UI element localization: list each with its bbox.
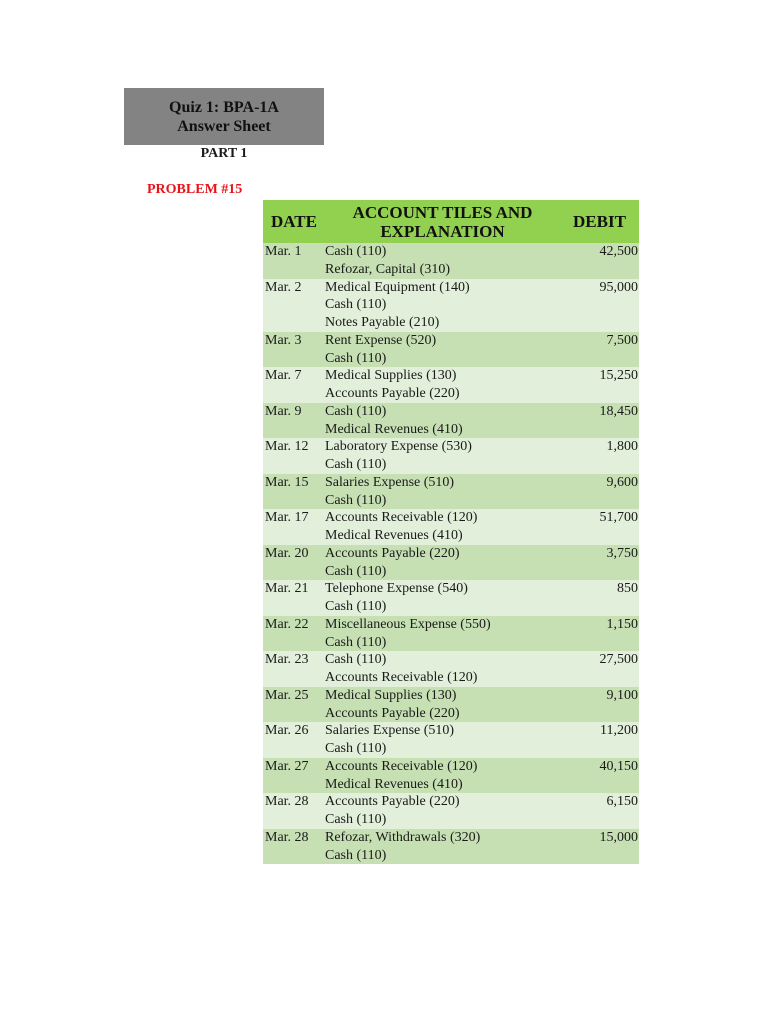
- entry-account-line: Salaries Expense (510): [325, 723, 455, 739]
- entry-account-line: Medical Revenues (410): [325, 421, 463, 437]
- entry-date: Mar. 15: [265, 474, 309, 490]
- entry-debit: 11,200: [600, 723, 638, 739]
- entry-date: Mar. 2: [265, 279, 302, 295]
- entry-date: Mar. 20: [265, 545, 309, 561]
- journal-entry-row: [263, 403, 639, 439]
- entry-accounts: [325, 545, 560, 581]
- entry-account-line: Medical Revenues (410): [325, 528, 463, 543]
- entry-accounts: [325, 758, 560, 794]
- problem-label: PROBLEM #15: [147, 182, 243, 197]
- entry-debit: 9,100: [606, 687, 638, 703]
- entry-date: Mar. 1: [265, 244, 302, 259]
- journal-entry-row: [263, 687, 639, 723]
- entry-account-line: Cash (110): [325, 350, 387, 366]
- journal-entry-row: [263, 243, 639, 279]
- entry-account-line: Cash (110): [325, 244, 387, 259]
- journal-entry-row: [263, 545, 639, 581]
- entry-account-line: Cash (110): [325, 457, 387, 472]
- entry-account-line: Refozar, Withdrawals (320): [325, 829, 481, 845]
- column-header-debit: DEBIT: [573, 211, 626, 231]
- entry-date: Mar. 21: [265, 581, 309, 597]
- entry-debit: 15,000: [599, 829, 638, 845]
- entry-account-line: Medical Equipment (140): [325, 279, 470, 295]
- entry-account-line: Accounts Receivable (120): [325, 758, 478, 774]
- entry-date: Mar. 23: [265, 652, 309, 668]
- journal-entry-row: [263, 722, 639, 758]
- entry-account-line: Cash (110): [325, 741, 387, 756]
- entry-accounts: [325, 793, 560, 829]
- entry-account-line: Salaries Expense (510): [325, 474, 455, 490]
- entry-account-line: Medical Revenues (410): [325, 776, 463, 792]
- entry-account-line: Accounts Payable (220): [325, 794, 460, 810]
- journal-entry-row: [263, 616, 639, 652]
- entry-account-line: Cash (110): [325, 634, 387, 650]
- title-box: [124, 88, 324, 145]
- journal-entry-row: [263, 279, 639, 332]
- column-header-date: DATE: [271, 211, 317, 231]
- journal-entry-row: [263, 367, 639, 403]
- entry-debit: 850: [617, 581, 638, 597]
- title-line-2: Answer Sheet: [177, 117, 271, 135]
- entry-accounts: [325, 474, 560, 510]
- entry-debit: 18,450: [599, 403, 638, 419]
- entry-date: Mar. 22: [265, 616, 309, 632]
- entry-account-line: Telephone Expense (540): [325, 581, 468, 597]
- entry-account-line: Cash (110): [325, 403, 387, 419]
- journal-entry-row: [263, 829, 639, 865]
- entry-accounts: [325, 367, 560, 403]
- entry-account-line: Cash (110): [325, 847, 387, 863]
- entry-account-line: Accounts Receivable (120): [325, 510, 478, 526]
- entry-accounts: [325, 438, 560, 474]
- entry-account-line: Miscellaneous Expense (550): [325, 616, 491, 632]
- entry-debit: 7,500: [606, 332, 638, 348]
- entry-account-line: Accounts Payable (220): [325, 705, 460, 721]
- entry-account-line: Accounts Receivable (120): [325, 670, 478, 685]
- journal-table: [263, 200, 639, 864]
- entry-debit: 40,150: [599, 758, 638, 774]
- entry-account-line: Rent Expense (520): [325, 332, 437, 348]
- entry-debit: 27,500: [599, 652, 638, 668]
- journal-entry-row: [263, 332, 639, 368]
- entry-accounts: [325, 722, 560, 758]
- entry-accounts: [325, 616, 560, 652]
- entry-debit: 1,800: [606, 439, 638, 455]
- entry-date: Mar. 27: [265, 758, 309, 774]
- entry-account-line: Cash (110): [325, 652, 387, 668]
- title-line-1: Quiz 1: BPA-1A: [169, 98, 279, 116]
- entry-debit: 15,250: [599, 368, 638, 384]
- entry-account-line: Cash (110): [325, 492, 387, 508]
- journal-entry-row: [263, 438, 639, 474]
- entry-debit: 1,150: [606, 616, 638, 632]
- entry-account-line: Medical Supplies (130): [325, 687, 457, 703]
- entry-accounts: [325, 279, 560, 332]
- entry-accounts: [325, 829, 560, 865]
- entry-account-line: Cash (110): [325, 297, 387, 313]
- entry-accounts: [325, 243, 560, 279]
- journal-entry-row: [263, 793, 639, 829]
- journal-entry-row: [263, 509, 639, 545]
- journal-entry-row: [263, 758, 639, 794]
- entry-date: Mar. 28: [265, 829, 309, 845]
- entry-debit: 3,750: [606, 545, 638, 561]
- entry-date: Mar. 12: [265, 439, 309, 455]
- journal-entry-row: [263, 651, 639, 687]
- entry-date: Mar. 25: [265, 687, 309, 703]
- entry-account-line: Refozar, Capital (310): [325, 261, 451, 277]
- entry-date: Mar. 7: [265, 368, 302, 384]
- part-label: PART 1: [200, 146, 248, 161]
- entry-accounts: [325, 651, 560, 687]
- entry-debit: 51,700: [599, 510, 638, 526]
- entry-date: Mar. 9: [265, 403, 302, 419]
- entry-date: Mar. 26: [265, 723, 309, 739]
- entry-accounts: [325, 509, 560, 545]
- entry-accounts: [325, 687, 560, 723]
- entry-date: Mar. 17: [265, 510, 309, 526]
- journal-entry-row: [263, 474, 639, 510]
- entry-accounts: [325, 332, 560, 368]
- entry-account-line: Cash (110): [325, 812, 387, 827]
- entry-account-line: Accounts Payable (220): [325, 386, 460, 401]
- journal-entry-row: [263, 580, 639, 616]
- column-header-account: ACCOUNT TILES AND EXPLANATION: [352, 202, 533, 241]
- entry-accounts: [325, 403, 560, 439]
- entry-account-line: Notes Payable (210): [325, 315, 440, 330]
- journal-body: [263, 243, 639, 864]
- entry-debit: 95,000: [599, 279, 638, 295]
- journal-header: [263, 200, 639, 243]
- entry-account-line: Cash (110): [325, 563, 387, 579]
- entry-debit: 6,150: [606, 794, 638, 810]
- entry-date: Mar. 3: [265, 332, 302, 348]
- entry-accounts: [325, 580, 560, 616]
- entry-debit: 9,600: [606, 474, 638, 490]
- entry-account-line: Accounts Payable (220): [325, 545, 460, 561]
- entry-account-line: Medical Supplies (130): [325, 368, 457, 384]
- entry-account-line: Laboratory Expense (530): [325, 439, 472, 455]
- entry-date: Mar. 28: [265, 794, 309, 810]
- entry-debit: 42,500: [599, 244, 638, 259]
- entry-account-line: Cash (110): [325, 599, 387, 614]
